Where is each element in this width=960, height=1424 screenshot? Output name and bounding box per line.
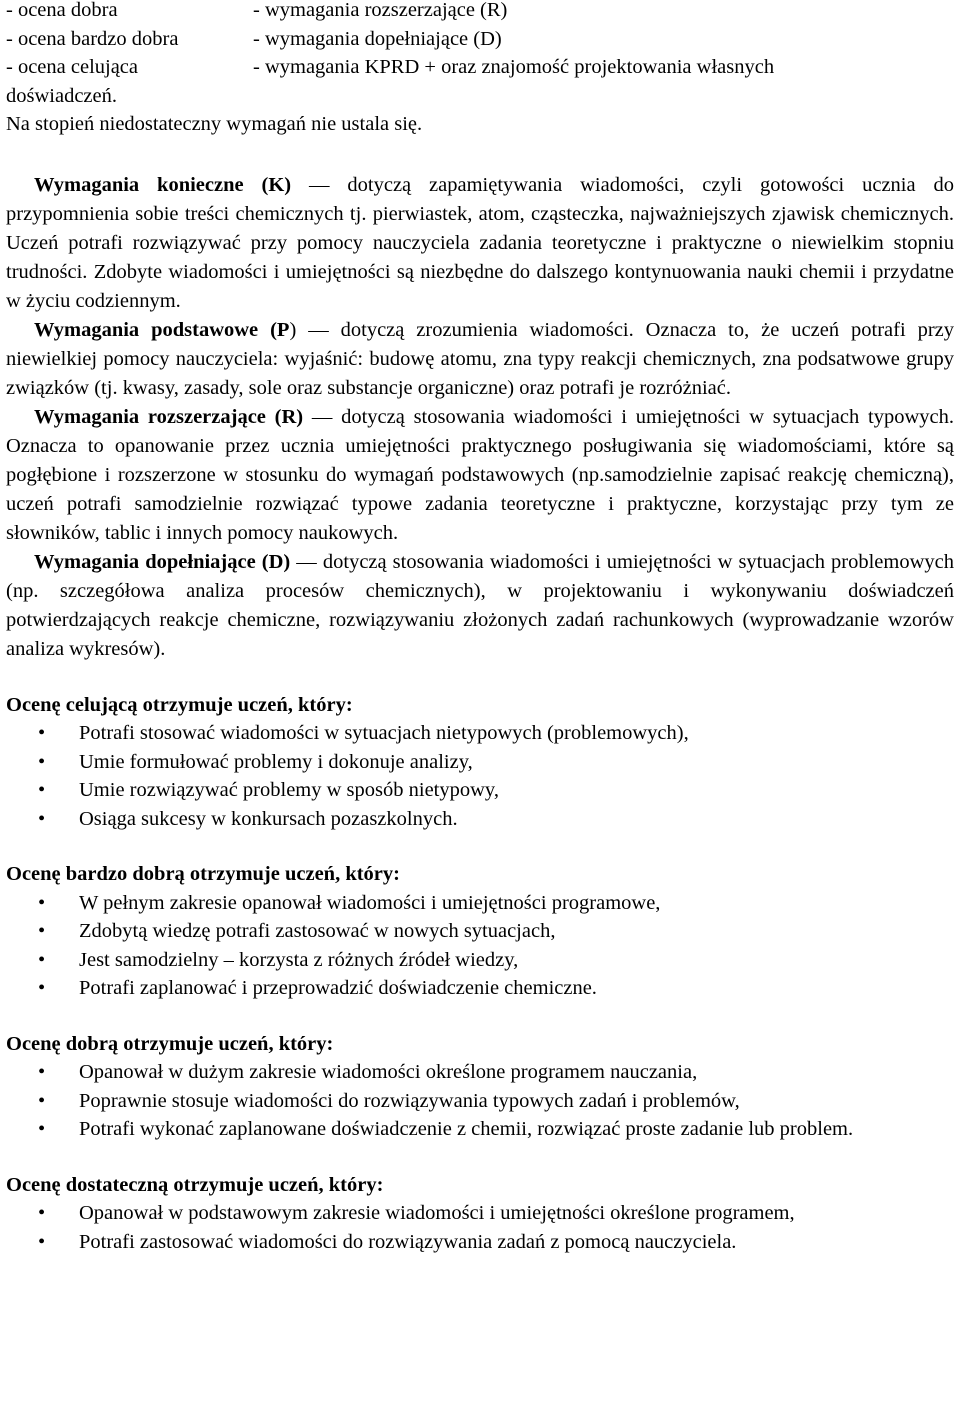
section-heading-bardzo-dobra: Ocenę bardzo dobrą otrzymuje uczeń, który: xyxy=(6,863,400,885)
top-tail xyxy=(6,82,954,139)
requirement-p-heading: Wymagania podstawowe ( xyxy=(34,318,277,341)
requirement-label: - wymagania dopełniające (D) xyxy=(253,27,502,50)
bullet-list xyxy=(6,719,954,833)
list-item: • Jest samodzielny – korzysta z różnych źródeł wiedzy, xyxy=(6,946,954,975)
list-item: • Opanował w podstawowym zakresie wiadomości i umiejętności określone programem, xyxy=(6,1199,954,1228)
list-item: • Umie rozwiązywać problemy w sposób nietypowy, xyxy=(6,776,954,805)
requirement-r-paragraph xyxy=(6,403,954,548)
grade-requirement-map xyxy=(6,0,954,82)
spacer xyxy=(6,664,954,691)
section-heading-dobra: Ocenę dobrą otrzymuje uczeń, który: xyxy=(6,1032,334,1055)
top-tail-line: doświadczeń. xyxy=(6,84,117,107)
grade-row xyxy=(6,0,954,25)
requirement-r-heading: Wymagania rozszerzające (R) xyxy=(34,405,304,428)
requirement-d-text: ― dotyczą stosowania wiadomości i umiejętności w sytuacjach problemowych (np. szczegółowa analiza procesów chemicznych), w projektowaniu i wykonywaniu doświadczeń potwierdzających reakcje chemiczne, rozwiązywaniu złożonych zadań rachunkowych (wyprowadzanie wzorów analiza wykresów). xyxy=(6,550,954,660)
list-item: • Zdobytą wiedzę potrafi zastosować w nowych sytuacjach, xyxy=(6,917,954,946)
requirement-label: - wymagania rozszerzające (R) xyxy=(253,0,508,21)
grade-row xyxy=(6,53,954,82)
grade-row xyxy=(6,25,954,54)
list-item: • Opanował w dużym zakresie wiadomości określone programem nauczania, xyxy=(6,1058,954,1087)
requirement-p-paragraph xyxy=(6,316,954,403)
spacer xyxy=(6,139,954,171)
list-item: • W pełnym zakresie opanował wiadomości i umiejętności programowe, xyxy=(6,889,954,918)
top-tail-line: Na stopień niedostateczny wymagań nie ustala się. xyxy=(6,113,423,135)
bullet-list xyxy=(6,889,954,1003)
requirement-p-letter: P xyxy=(276,318,290,341)
requirement-k-heading: Wymagania konieczne (K) xyxy=(34,173,292,196)
requirement-k-paragraph xyxy=(6,171,954,316)
list-item: • Potrafi wykonać zaplanowane doświadczenie z chemii, rozwiązać proste zadanie lub problem. xyxy=(6,1115,954,1144)
requirement-label: - wymagania KPRD + oraz znajomość projektowania własnych xyxy=(253,56,775,78)
grade-label: - ocena bardzo dobra xyxy=(6,27,179,50)
requirement-r-text: ― dotyczą stosowania wiadomości i umiejętności w sytuacjach typowych. Oznacza to opanowanie przez ucznia umiejętności praktycznego posługiwania się wiadomościami, które są pogłębione i rozszerzone w stosunku do wymagań podstawowych (np.samodzielnie zapisać reakcję chemiczną), uczeń potrafi samodzielnie rozwiązać typowe zadania teoretyczne i praktyczne, korzystając przy tym ze słowników, tablic i innych pomocy naukowych. xyxy=(6,405,954,544)
list-item: • Osiąga sukcesy w konkursach pozaszkolnych. xyxy=(6,805,954,834)
list-item: • Potrafi zastosować wiadomości do rozwiązywania zadań z pomocą nauczyciela. xyxy=(6,1228,954,1257)
list-item: • Umie formułować problemy i dokonuje analizy, xyxy=(6,748,954,777)
requirement-k-text: ― dotyczą zapamiętywania wiadomości, czyli gotowości ucznia do przypomnienia sobie treści chemicznych tj. pierwiastek, atom, cząsteczka, najważniejszych zjawisk chemicznych. Uczeń potrafi rozwiązywać przy pomocy nauczyciela zadania teoretyczne i praktyczne o niewielkim stopniu trudności. Zdobyte wiadomości i umiejętności są niezbędne do dalszego kontynuowania nauki chemii i przydatne w życiu codziennym. xyxy=(6,173,955,312)
bullet-list xyxy=(6,1058,954,1144)
grade-label: - ocena dobra xyxy=(6,0,118,21)
section-heading-celujaca: Ocenę celującą otrzymuje uczeń, który: xyxy=(6,693,353,716)
list-item: • Poprawnie stosuje wiadomości do rozwiązywania typowych zadań i problemów, xyxy=(6,1087,954,1116)
requirement-p-text: ― dotyczą zrozumienia wiadomości. Oznacza to, że uczeń potrafi przy niewielkiej pomocy nauczyciela: wyjaśnić: budowę atomu, zna typy reakcji chemicznych, zna podsatwowe grupy związków (tj. kwasy, zasady, sole oraz substancje organiczne) oraz potrafi je rozróżniać. xyxy=(6,318,954,399)
spacer xyxy=(6,1003,954,1030)
list-item: • Potrafi stosować wiadomości w sytuacjach nietypowych (problemowych), xyxy=(6,719,954,748)
grade-label: - ocena celująca xyxy=(6,56,139,78)
spacer xyxy=(6,1144,954,1171)
bullet-list xyxy=(6,1199,954,1256)
requirement-d-paragraph xyxy=(6,548,954,664)
spacer xyxy=(6,833,954,860)
requirement-d-heading: Wymagania dopełniające (D) xyxy=(34,550,291,573)
list-item: • Potrafi zaplanować i przeprowadzić doświadczenie chemiczne. xyxy=(6,974,954,1003)
requirement-p-paren: ) xyxy=(289,318,297,341)
section-heading-dostateczna: Ocenę dostateczną otrzymuje uczeń, który: xyxy=(6,1173,384,1196)
